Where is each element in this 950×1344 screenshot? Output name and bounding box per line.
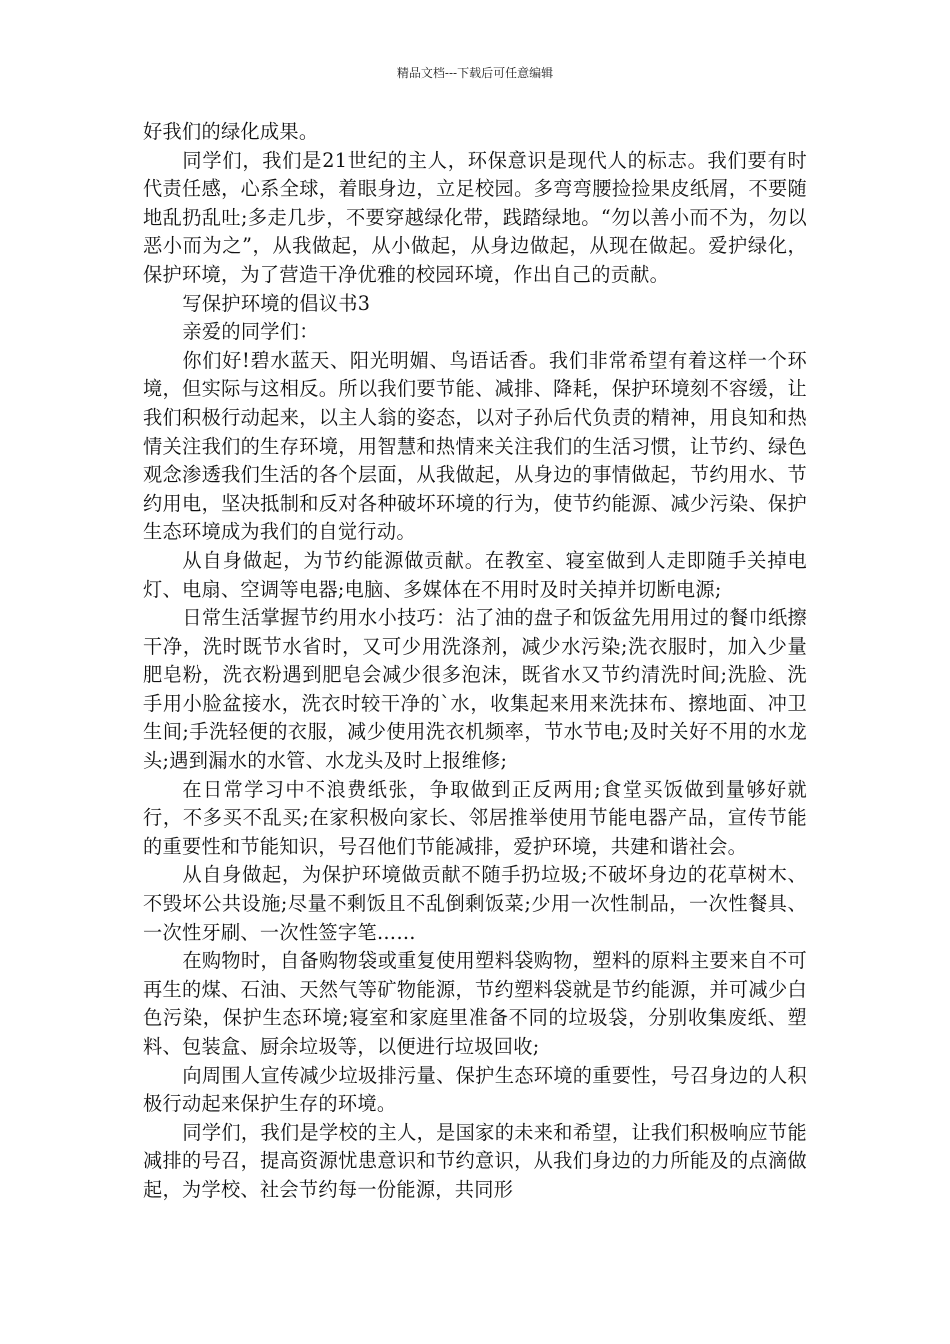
paragraph: 好我们的绿化成果。 [143,120,319,143]
section-title: 写保护环境的倡议书3 [182,291,371,315]
paragraph: 在日常学习中不浪费纸张，争取做到正反两用;食堂买饭做到量够好就行，不多买不乱买;在家积极向家长、邻居推举使用节能电器产品，宣传节能的重要性和节能知识，号召他们节能减排，爱护环境，共建和谐社会。 [143,777,807,858]
paragraph: 向周围人宣传减少垃圾排污量、保护生态环境的重要性，号召身边的人积极行动起来保护生存的环境。 [143,1063,807,1116]
paragraph: 日常生活掌握节约用水小技巧：沾了油的盘子和饭盆先用用过的餐巾纸擦干净，洗时既节水省时，又可少用洗涤剂，减少水污染;洗衣服时，加入少量肥皂粉，洗衣粉遇到肥皂会减少很多泡沫，既省水又节约清洗时间;洗脸、洗手用小脸盆接水，洗衣时较干净的`水，收集起来用来洗抹布、擦地面、冲卫生间;手洗轻便的衣服，减少使用洗衣机频率，节水节电;及时关好不用的水龙头;遇到漏水的水管、水龙头及时上报维修; [143,606,807,773]
paragraph: 在购物时，自备购物袋或重复使用塑料袋购物，塑料的原料主要来自不可再生的煤、石油、天然气等矿物能源，节约塑料袋就是节约能源，并可减少白色污染，保护生态环境;寝室和家庭里准备不同的垃圾袋，分别收集废纸、塑料、包装盒、厨余垃圾等，以便进行垃圾回收; [143,949,807,1058]
salutation: 亲爱的同学们： [182,320,319,344]
paragraph: 你们好!碧水蓝天、阳光明媚、鸟语话香。我们非常希望有着这样一个环境，但实际与这相反。所以我们要节能、减排、降耗，保护环境刻不容缓，让我们积极行动起来，以主人翁的姿态，以对子孙后代负责的精神，用良知和热情关注我们的生存环境，用智慧和热情来关注我们的生活习惯，让节约、绿色观念渗透我们生活的各个层面，从我做起，从身边的事情做起，节约用水、节约用电，坚决抵制和反对各种破坏环境的行为，使节约能源、减少污染、保护生态环境成为我们的自觉行动。 [143,348,807,544]
paragraph: 从自身做起，为保护环境做贡献不随手扔垃圾;不破坏身边的花草树木、不毁坏公共设施;尽量不剩饭且不乱倒剩饭菜;少用一次性制品，一次性餐具、一次性牙刷、一次性签字笔…… [143,863,807,944]
page-header: 精品文档---下载后可任意编辑 [396,66,554,80]
paragraph: 同学们，我们是学校的主人，是国家的未来和希望，让我们积极响应节能减排的号召，提高资源忧患意识和节约意识，从我们身边的力所能及的点滴做起，为学校、社会节约每一份能源，共同形 [143,1120,807,1201]
document-body [143,118,807,1205]
paragraph: 同学们，我们是21世纪的主人，环保意识是现代人的标志。我们要有时代责任感，心系全球，着眼身边，立足校园。多弯弯腰捡捡果皮纸屑，不要随地乱扔乱吐;多走几步，不要穿越绿化带，践踏绿地。“勿以善小而不为，勿以恶小而为之”，从我做起，从小做起，从身边做起，从现在做起。爱护绿化，保护环境，为了营造干净优雅的校园环境，作出自己的贡献。 [143,148,807,286]
paragraph: 从自身做起，为节约能源做贡献。在教室、寝室做到人走即随手关掉电灯、电扇、空调等电器;电脑、多媒体在不用时及时关掉并切断电源; [143,548,807,601]
